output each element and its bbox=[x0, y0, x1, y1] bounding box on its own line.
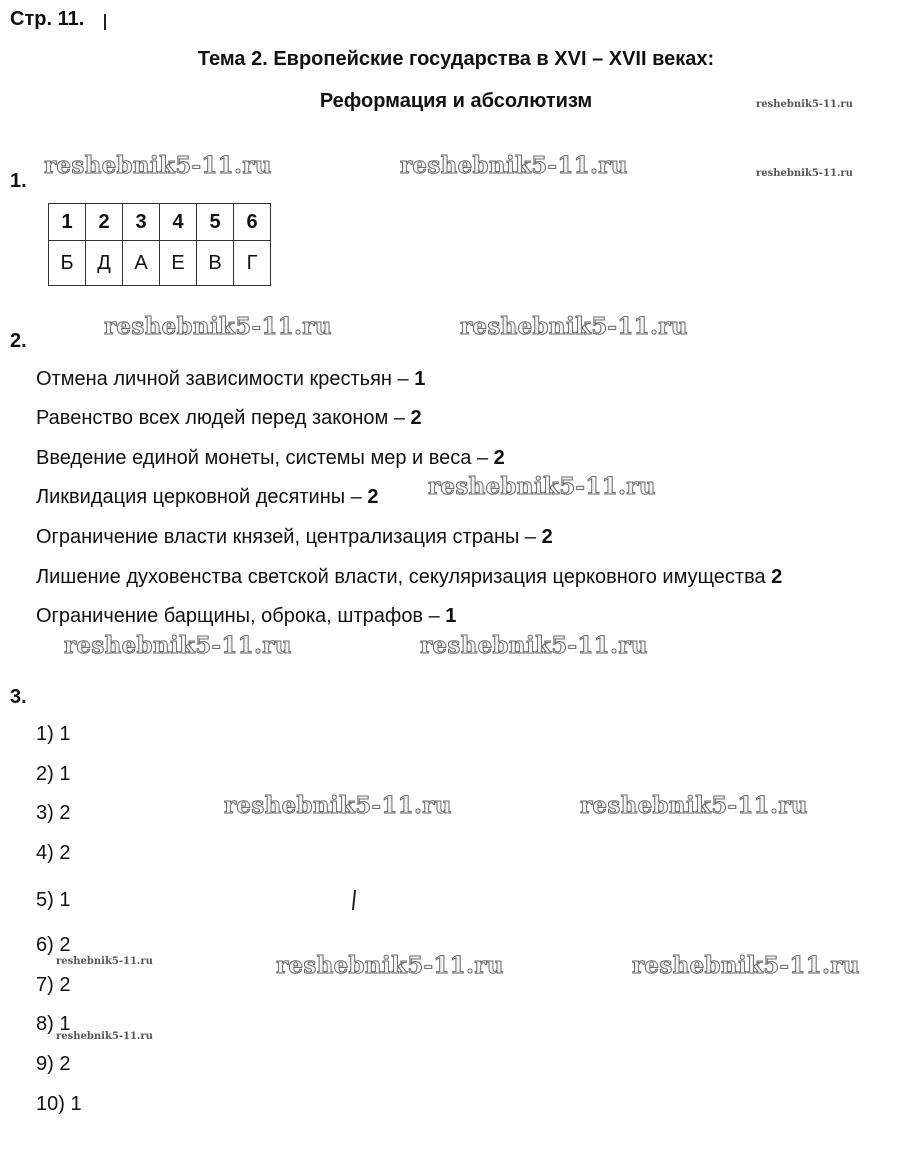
watermark: reshebnik5-11.ru bbox=[44, 152, 272, 179]
item-answer: 2 bbox=[493, 447, 505, 469]
table-answer-cell: В bbox=[197, 241, 234, 286]
table-header-cell: 6 bbox=[234, 204, 271, 241]
list-item bbox=[36, 566, 782, 589]
watermark: reshebnik5-11.ru bbox=[580, 792, 808, 819]
watermark-small: reshebnik5-11.ru bbox=[756, 99, 853, 110]
task-number: 1. bbox=[10, 170, 27, 192]
item-answer: 1 bbox=[445, 605, 457, 627]
list-item bbox=[36, 447, 505, 470]
item-answer: 2 bbox=[367, 486, 379, 508]
watermark: reshebnik5-11.ru bbox=[632, 952, 860, 979]
answer-table bbox=[48, 203, 271, 286]
item-answer: 1 bbox=[414, 368, 426, 390]
answer-item: 3) 2 bbox=[36, 802, 71, 824]
item-text: Отмена личной зависимости крестьян – bbox=[36, 368, 415, 390]
item-answer: 2 bbox=[541, 526, 553, 548]
table-header-cell: 4 bbox=[160, 204, 197, 241]
table-answer-cell: Б bbox=[49, 241, 86, 286]
answer-item: 5) 1 bbox=[36, 889, 71, 911]
table-answer-cell: Д bbox=[86, 241, 123, 286]
list-item bbox=[36, 407, 422, 430]
watermark: reshebnik5-11.ru bbox=[104, 313, 332, 340]
watermark: reshebnik5-11.ru bbox=[64, 632, 292, 659]
answer-item: 4) 2 bbox=[36, 842, 71, 864]
topic-subtitle: Реформация и абсолютизм bbox=[319, 90, 593, 112]
item-text: Ограничение власти князей, централизация страны – bbox=[36, 526, 542, 548]
table-header-cell: 3 bbox=[123, 204, 160, 241]
table-answer-row bbox=[49, 241, 271, 286]
table-header-row bbox=[49, 204, 271, 241]
table-answer-cell: Г bbox=[234, 241, 271, 286]
item-text: Ограничение барщины, оброка, штрафов – bbox=[36, 605, 446, 627]
stray-mark bbox=[104, 14, 106, 30]
answer-item: 7) 2 bbox=[36, 974, 71, 996]
item-text: Введение единой монеты, системы мер и веса – bbox=[36, 447, 494, 469]
watermark-small: reshebnik5-11.ru bbox=[56, 956, 153, 967]
table-header-cell: 2 bbox=[86, 204, 123, 241]
item-text: Равенство всех людей перед законом – bbox=[36, 407, 411, 429]
watermark-small: reshebnik5-11.ru bbox=[56, 1031, 153, 1042]
item-answer: 2 bbox=[410, 407, 422, 429]
answer-item: 2) 1 bbox=[36, 763, 71, 785]
page-reference: Стр. 11. bbox=[10, 8, 85, 30]
watermark: reshebnik5-11.ru bbox=[276, 952, 504, 979]
task-number: 3. bbox=[10, 686, 27, 708]
answer-item: 9) 2 bbox=[36, 1053, 71, 1075]
item-text: Лишение духовенства светской власти, секуляризация церковного имущества bbox=[36, 566, 772, 588]
watermark: reshebnik5-11.ru bbox=[420, 632, 648, 659]
list-item bbox=[36, 526, 553, 549]
watermark: reshebnik5-11.ru bbox=[400, 152, 628, 179]
list-item bbox=[36, 368, 425, 391]
topic-title: Тема 2. Европейские государства в XVI – XVII веках: bbox=[197, 48, 715, 70]
list-item bbox=[36, 605, 456, 628]
answer-item: 6) 2 bbox=[36, 934, 71, 956]
task-number: 2. bbox=[10, 330, 27, 352]
list-item bbox=[36, 486, 378, 509]
table-header-cell: 5 bbox=[197, 204, 234, 241]
watermark: reshebnik5-11.ru bbox=[460, 313, 688, 340]
answer-item: 8) 1 bbox=[36, 1013, 71, 1035]
watermark-small: reshebnik5-11.ru bbox=[756, 168, 853, 179]
table-header-cell: 1 bbox=[49, 204, 86, 241]
table-answer-cell: А bbox=[123, 241, 160, 286]
table-answer-cell: Е bbox=[160, 241, 197, 286]
item-text: Ликвидация церковной десятины – bbox=[36, 486, 368, 508]
item-answer: 2 bbox=[771, 566, 783, 588]
watermark: reshebnik5-11.ru bbox=[428, 473, 656, 500]
answer-item: 10) 1 bbox=[36, 1093, 82, 1115]
stray-mark bbox=[352, 890, 356, 910]
watermark: reshebnik5-11.ru bbox=[224, 792, 452, 819]
answer-item: 1) 1 bbox=[36, 723, 71, 745]
